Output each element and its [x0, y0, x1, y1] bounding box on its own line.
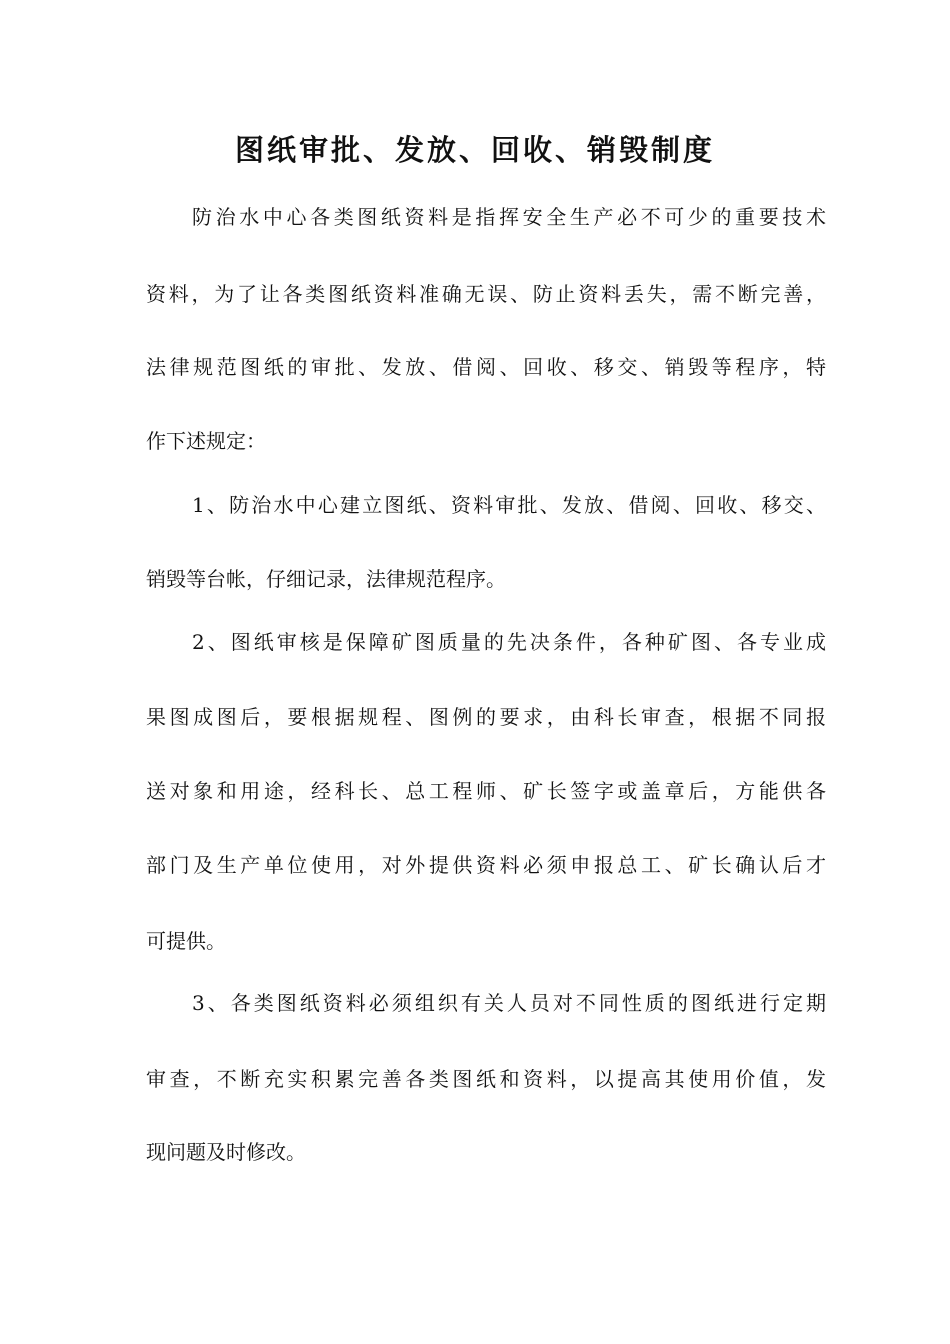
- item-2-line-4: 部门及生产单位使用，对外提供资料必须申报总工、矿长确认后才: [146, 853, 826, 877]
- item-3-line-1: 3、各类图纸资料必须组织有关人员对不同性质的图纸进行定期: [192, 991, 826, 1015]
- paragraph-intro-line-4: 作下述规定：: [146, 429, 266, 453]
- item-2-line-3: 送对象和用途，经科长、总工程师、矿长签字或盖章后，方能供各: [146, 779, 826, 803]
- paragraph-intro-line-3: 法律规范图纸的审批、发放、借阅、回收、移交、销毁等程序，特: [146, 355, 826, 379]
- item-1-line-1: 1、防治水中心建立图纸、资料审批、发放、借阅、回收、移交、: [192, 493, 826, 517]
- item-2-line-5: 可提供。: [146, 929, 226, 953]
- paragraph-intro-line-2: 资料，为了让各类图纸资料准确无误、防止资料丢失，需不断完善，: [146, 282, 826, 306]
- item-2-line-1: 2、图纸审核是保障矿图质量的先决条件，各种矿图、各专业成: [192, 630, 826, 654]
- document-title: 图纸审批、发放、回收、销毁制度: [234, 133, 715, 167]
- item-3-line-2: 审查，不断充实积累完善各类图纸和资料，以提高其使用价值，发: [146, 1067, 826, 1091]
- item-2-line-2: 果图成图后，要根据规程、图例的要求，由科长审查，根据不同报: [146, 705, 826, 729]
- paragraph-intro-line-1: 防治水中心各类图纸资料是指挥安全生产必不可少的重要技术: [192, 205, 826, 229]
- item-3-line-3: 现问题及时修改。: [146, 1140, 306, 1164]
- item-1-line-2: 销毁等台帐，仔细记录，法律规范程序。: [146, 567, 506, 591]
